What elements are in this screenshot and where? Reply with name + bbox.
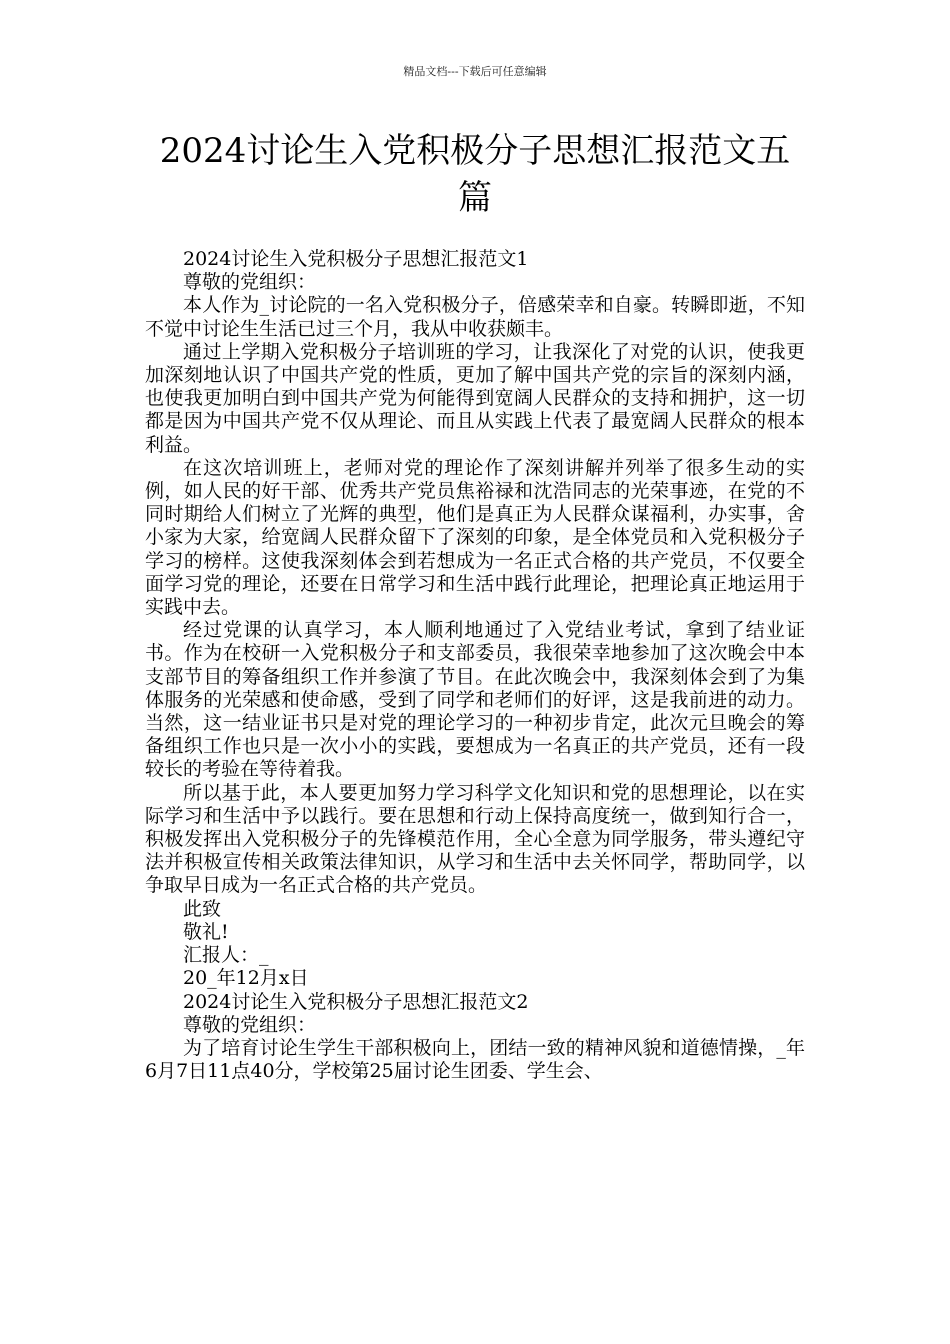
body-paragraph: 经过党课的认真学习，本人顺利地通过了入党结业考试，拿到了结业证书。作为在校研一入党积极分子和支部委员，我很荣幸地参加了这次晚会中本支部节目的筹备组织工作并参演了节目。在此次晚会中，我深刻体会到了为集体服务的光荣感和使命感，受到了同学和老师们的好评，这是我前进的动力。当然，这一结业证书只是对党的理论学习的一种初步肯定，此次元旦晚会的筹备组织工作也只是一次小小的实践，要想成为一名真正的共产党员，还有一段较长的考验在等待着我。 xyxy=(145,619,805,781)
body-paragraph: 在这次培训班上，老师对党的理论作了深刻讲解并列举了很多生动的实例，如人民的好干部、优秀共产党员焦裕禄和沈浩同志的光荣事迹，在党的不同时期给人们树立了光辉的典型，他们是真正为人民群众谋福利，办实事，舍小家为大家，给宽阔人民群众留下了深刻的印象，是全体党员和入党积极分子学习的榜样。这使我深刻体会到若想成为一名正式合格的共产党员，不仅要全面学习党的理论，还要在日常学习和生活中践行此理论，把理论真正地运用于实践中去。 xyxy=(145,456,805,619)
section-heading-2: 2024讨论生入党积极分子思想汇报范文2 xyxy=(183,990,529,1013)
page-header-note: 精品文档---下载后可任意编辑 xyxy=(403,65,547,78)
document-body xyxy=(145,248,805,1083)
salutation-1: 尊敬的党组织： xyxy=(183,271,317,294)
body-paragraph: 为了培育讨论生学生干部积极向上，团结一致的精神风貌和道德情操，_年6月7日11点40分，学校第25届讨论生团委、学生会、 xyxy=(145,1036,805,1083)
body-paragraph: 通过上学期入党积极分子培训班的学习，让我深化了对党的认识，使我更加深刻地认识了中国共产党的性质，更加了解中国共产党的宗旨的深刻内涵，也使我更加明白到中国共产党为何能得到宽阔人民群众的支持和拥护，这一切都是因为中国共产党不仅从理论、而且从实践上代表了最宽阔人民群众的根本利益。 xyxy=(145,340,805,456)
body-paragraph: 本人作为_讨论院的一名入党积极分子，倍感荣幸和自豪。转瞬即逝，不知不觉中讨论生生活已过三个月，我从中收获颇丰。 xyxy=(145,294,805,340)
document-title: 2024讨论生入党积极分子思想汇报范文五篇 xyxy=(159,131,791,218)
date-line: 20_年12月x日 xyxy=(183,967,309,990)
closing-line: 此致 xyxy=(183,897,222,920)
body-paragraph: 所以基于此，本人要更加努力学习科学文化知识和党的思想理论，以在实际学习和生活中予以践行。要在思想和行动上保持高度统一，做到知行合一，积极发挥出入党积极分子的先锋模范作用，全心全意为同学服务，带头遵纪守法并积极宣传相关政策法律知识，从学习和生活中去关怀同学，帮助同学，以争取早日成为一名正式合格的共产党员。 xyxy=(145,781,805,897)
salutation-2: 尊敬的党组织： xyxy=(183,1013,317,1036)
section-heading-1: 2024讨论生入党积极分子思想汇报范文1 xyxy=(183,248,529,270)
reporter-line: 汇报人：_ xyxy=(183,944,269,967)
closing-line: 敬礼! xyxy=(183,920,229,943)
